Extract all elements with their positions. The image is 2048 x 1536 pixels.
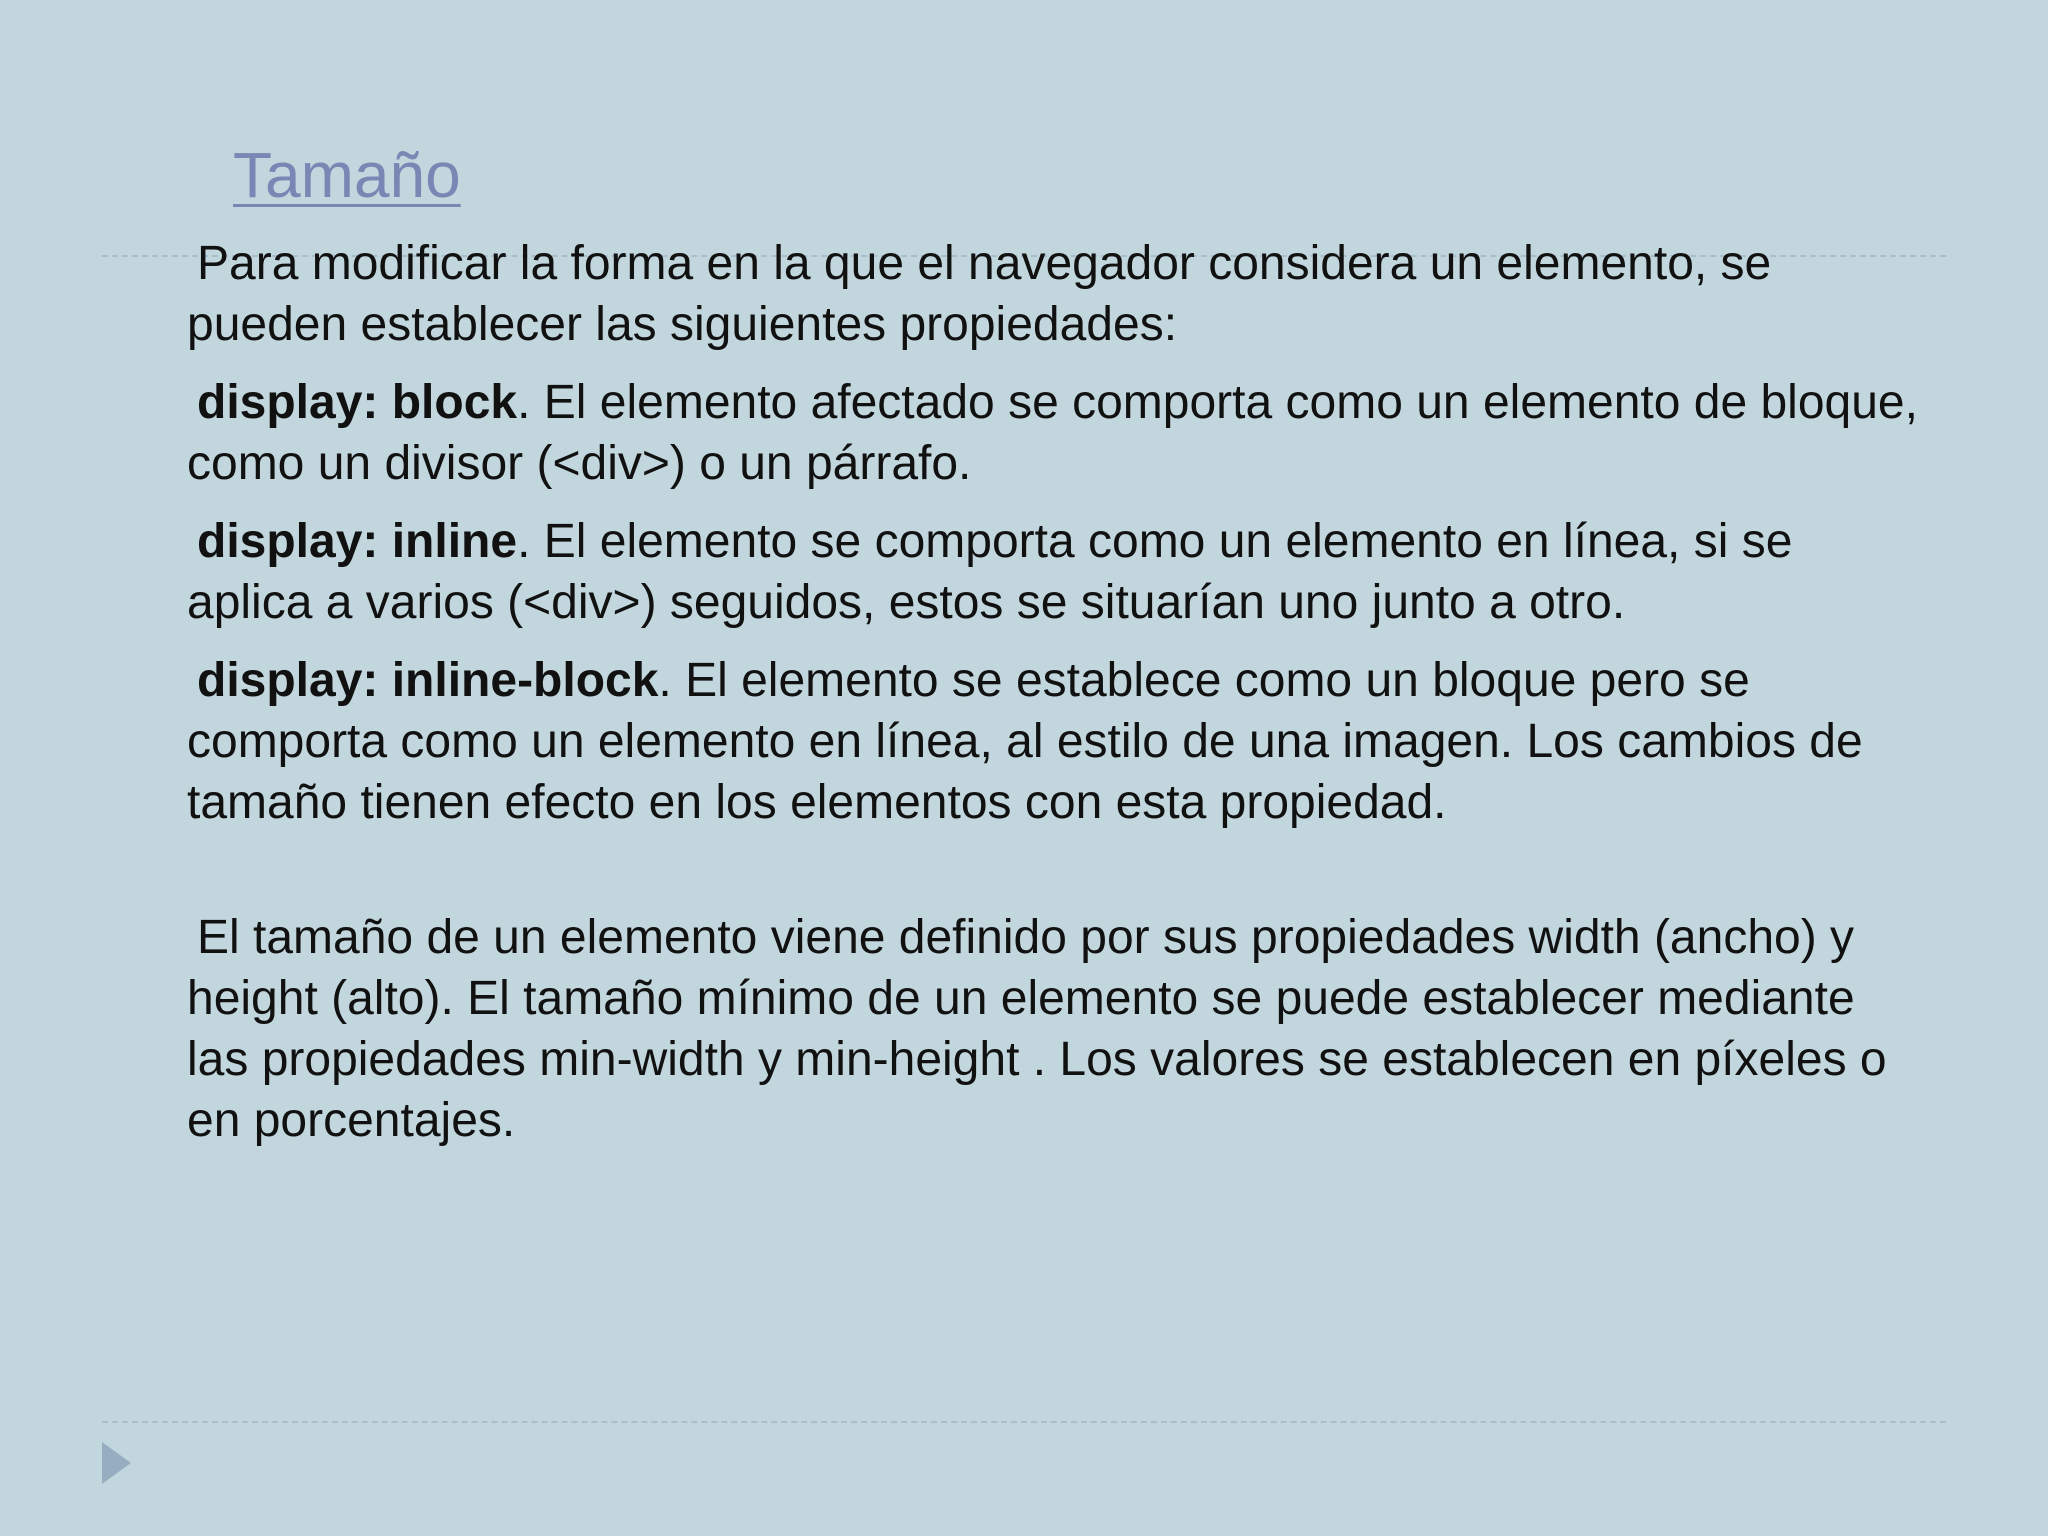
slide-title: Tamaño (233, 139, 461, 211)
size-paragraph: El tamaño de un elemento viene definido por sus propiedades width (ancho) y height (alto). El tamaño mínimo de un elemento se puede establecer mediante las propiedades min-width y min-height . Los valores se establecen en píxeles o en porcentajes. (187, 911, 1887, 1147)
display-block-item (187, 372, 1927, 494)
intro-paragraph: Para modificar la forma en la que el navegador considera un elemento, se pueden establecer las siguientes propiedades: (187, 237, 1772, 351)
display-block-term: display: block (197, 376, 518, 429)
display-inline-block-text: . El elemento se establece como un bloque pero se comporta como un elemento en línea, al estilo de una imagen. Los cambios de tamaño tienen efecto en los elementos con esta propiedad. (187, 654, 1863, 829)
display-inline-block-item (187, 650, 1927, 833)
bottom-divider (102, 1421, 1946, 1423)
slide-body (187, 233, 1927, 1168)
display-inline-term: display: inline (197, 515, 518, 568)
display-inline-text: . El elemento se comporta como un elemento en línea, si se aplica a varios (<div>) seguidos, estos se situarían uno junto a otro. (187, 515, 1793, 629)
play-triangle-icon (102, 1442, 131, 1484)
display-inline-item (187, 511, 1927, 633)
display-inline-block-term: display: inline-block (197, 654, 659, 707)
display-block-text: . El elemento afectado se comporta como un elemento de bloque, como un divisor (<div>) o un párrafo. (187, 376, 1918, 490)
